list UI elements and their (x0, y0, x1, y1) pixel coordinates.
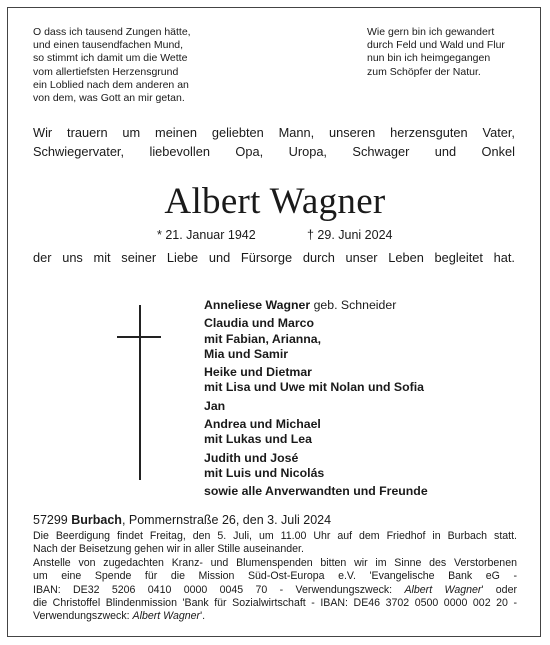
notes-line-4: um eine Spende für die Mission Süd-Ost-Europa e.V. 'Evangelische Bank eG - (33, 570, 517, 583)
town-name: Burbach (71, 513, 122, 527)
deceased-name: Albert Wagner (164, 181, 386, 222)
family-member: sowie alle Anverwandten und Freunde (204, 484, 428, 499)
family-member: Andrea und Michael (204, 417, 321, 432)
family-member: Judith und José (204, 450, 299, 465)
notes-line-7 (33, 610, 517, 623)
spouse-name: Anneliese Wagner (204, 298, 311, 312)
family-member: Mia und Samir (204, 346, 289, 361)
poem-right (367, 26, 505, 79)
poem-right-line: zum Schöpfer der Natur. (367, 65, 481, 78)
notes-line-1: Die Beerdigung findet Freitag, den 5. Juli, um 11.00 Uhr auf dem Friedhof in Burbach statt. (33, 530, 517, 542)
poem-right-line: durch Feld und Wald und Flur (367, 39, 505, 52)
death-date: † 29. Juni 2024 (307, 228, 393, 242)
closing-line: der uns mit seiner Liebe und Fürsorge durch unser Leben begleitet hat. (33, 250, 515, 265)
family-member: mit Lukas und Lea (204, 432, 312, 447)
poem-left-line: vom allertiefsten Herzensgrund (33, 65, 179, 78)
family-member: Heike und Dietmar (204, 365, 312, 380)
place-date-line (33, 513, 331, 527)
notes-line-6: die Christoffel Blindenmission 'Bank für Sozialwirtschaft - IBAN: DE46 3702 0500 0000 002 20 - (33, 597, 517, 610)
cross-icon (139, 305, 141, 480)
poem-right-line: Wie gern bin ich gewandert (367, 26, 495, 38)
address-date: , Pommernstraße 26, den 3. Juli 2024 (121, 513, 332, 527)
notes-line-5-name: Albert Wagner (404, 583, 482, 596)
birth-date: * 21. Januar 1942 (157, 228, 256, 242)
cross-icon-bar (117, 336, 161, 338)
family-member: Claudia und Marco (204, 316, 314, 331)
funeral-notes (33, 530, 517, 624)
family-member: Jan (204, 398, 226, 413)
family-member: mit Luis und Nicolás (204, 465, 325, 480)
notes-line-2: Nach der Beisetzung gehen wir in aller Stille auseinander. (33, 543, 304, 556)
notes-line-7a: Verwendungszweck: (33, 610, 133, 623)
notes-line-7-name: Albert Wagner (132, 610, 201, 623)
notes-line-7b: '. (200, 610, 206, 623)
poem-right-line: nun bin ich heimgegangen (367, 52, 491, 65)
poem-left-line: von dem, was Gott an mir getan. (33, 92, 185, 105)
zip-code: 57299 (33, 513, 72, 527)
notes-line-5b: ' oder (481, 583, 517, 596)
family-list (204, 298, 428, 500)
notes-line-5a: IBAN: DE32 5206 0410 0000 0045 70 - Verwendungszweck: (33, 583, 405, 596)
notes-line-5 (33, 584, 517, 597)
poem-left-line: O dass ich tausend Zungen hätte, (33, 26, 191, 38)
family-member: mit Lisa und Uwe mit Nolan und Sofia (204, 380, 424, 395)
poem-left-line: ein Loblied nach dem anderen an (33, 78, 189, 91)
tribute-line-2: Schwiegervater, liebevollen Opa, Uropa, Schwager und Onkel (33, 144, 515, 159)
notes-line-3: Anstelle von zugedachten Kranz- und Blumenspenden bitten wir im Sinne des Verstorbenen (33, 556, 517, 569)
poem-left-line: und einen tausendfachen Mund, (33, 39, 184, 52)
poem-left-line: so stimmt ich damit um die Wette (33, 52, 188, 65)
family-member: mit Fabian, Arianna, (204, 331, 322, 346)
poem-left (33, 26, 191, 105)
spouse-maiden-name: geb. Schneider (310, 298, 397, 312)
tribute-line-1: Wir trauern um meinen geliebten Mann, unseren herzensguten Vater, (33, 125, 515, 140)
